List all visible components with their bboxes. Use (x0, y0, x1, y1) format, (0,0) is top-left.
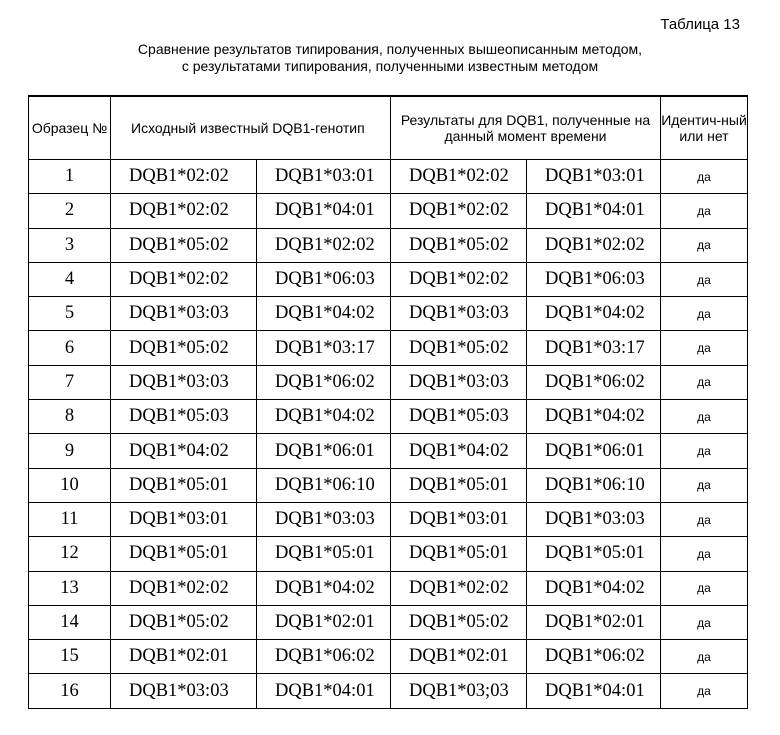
result-allele-2-cell: DQB1*05:01 (527, 537, 661, 571)
table-row (29, 331, 748, 365)
sample-number-cell: 12 (29, 537, 111, 571)
table-row (29, 297, 748, 331)
result-allele-1-cell: DQB1*02:02 (391, 571, 527, 605)
sample-number-cell: 7 (29, 365, 111, 399)
original-allele-2-cell: DQB1*04:02 (257, 400, 391, 434)
result-allele-1-cell: DQB1*05:01 (391, 537, 527, 571)
table-title-line-2: с результатами типирования, полученными известным методом (181, 58, 599, 74)
sample-number-cell: 15 (29, 640, 111, 674)
table-body (29, 160, 748, 709)
result-allele-1-cell: DQB1*02:02 (391, 160, 527, 194)
result-allele-1-cell: DQB1*05:01 (391, 468, 527, 502)
result-allele-2-cell: DQB1*02:02 (527, 228, 661, 262)
sample-number-cell: 2 (29, 194, 111, 228)
identical-cell: да (661, 297, 748, 331)
original-allele-2-cell: DQB1*06:02 (257, 640, 391, 674)
identical-cell: да (661, 434, 748, 468)
identical-cell: да (661, 605, 748, 639)
result-allele-1-cell: DQB1*03;03 (391, 674, 527, 708)
table-row (29, 160, 748, 194)
table-row (29, 502, 748, 536)
original-allele-1-cell: DQB1*02:02 (111, 160, 257, 194)
result-allele-2-cell: DQB1*04:02 (527, 297, 661, 331)
identical-cell: да (661, 674, 748, 708)
result-allele-2-cell: DQB1*06:03 (527, 262, 661, 296)
sample-number-cell: 10 (29, 468, 111, 502)
identical-cell: да (661, 262, 748, 296)
sample-number-cell: 13 (29, 571, 111, 605)
identical-cell: да (661, 400, 748, 434)
original-allele-1-cell: DQB1*02:02 (111, 571, 257, 605)
result-allele-2-cell: DQB1*06:02 (527, 365, 661, 399)
original-allele-1-cell: DQB1*05:02 (111, 605, 257, 639)
original-allele-2-cell: DQB1*05:01 (257, 537, 391, 571)
original-allele-2-cell: DQB1*06:03 (257, 262, 391, 296)
original-allele-1-cell: DQB1*05:01 (111, 537, 257, 571)
original-allele-1-cell: DQB1*04:02 (111, 434, 257, 468)
original-allele-1-cell: DQB1*05:03 (111, 400, 257, 434)
result-allele-2-cell: DQB1*02:01 (527, 605, 661, 639)
result-allele-1-cell: DQB1*03:01 (391, 502, 527, 536)
result-allele-1-cell: DQB1*02:01 (391, 640, 527, 674)
original-allele-2-cell: DQB1*06:02 (257, 365, 391, 399)
original-allele-1-cell: DQB1*02:01 (111, 640, 257, 674)
header-original-genotype: Исходный известный DQB1-генотип (111, 96, 391, 160)
sample-number-cell: 14 (29, 605, 111, 639)
identical-cell: да (661, 160, 748, 194)
identical-cell: да (661, 194, 748, 228)
original-allele-1-cell: DQB1*03:03 (111, 365, 257, 399)
sample-number-cell: 16 (29, 674, 111, 708)
table-row (29, 468, 748, 502)
sample-number-cell: 6 (29, 331, 111, 365)
original-allele-1-cell: DQB1*03:03 (111, 297, 257, 331)
result-allele-2-cell: DQB1*06:01 (527, 434, 661, 468)
identical-cell: да (661, 502, 748, 536)
original-allele-2-cell: DQB1*06:10 (257, 468, 391, 502)
identical-cell: да (661, 228, 748, 262)
original-allele-2-cell: DQB1*04:02 (257, 571, 391, 605)
original-allele-2-cell: DQB1*04:01 (257, 194, 391, 228)
identical-cell: да (661, 640, 748, 674)
result-allele-2-cell: DQB1*06:10 (527, 468, 661, 502)
table-row (29, 228, 748, 262)
sample-number-cell: 4 (29, 262, 111, 296)
original-allele-1-cell: DQB1*05:01 (111, 468, 257, 502)
original-allele-1-cell: DQB1*03:03 (111, 674, 257, 708)
result-allele-1-cell: DQB1*05:03 (391, 400, 527, 434)
result-allele-1-cell: DQB1*03:03 (391, 297, 527, 331)
result-allele-1-cell: DQB1*05:02 (391, 331, 527, 365)
original-allele-2-cell: DQB1*03:01 (257, 160, 391, 194)
result-allele-2-cell: DQB1*03:03 (527, 502, 661, 536)
sample-number-cell: 8 (29, 400, 111, 434)
original-allele-2-cell: DQB1*03:03 (257, 502, 391, 536)
header-sample-number: Образец № (29, 96, 111, 160)
table-title-line-1: Сравнение результатов типирования, полученных вышеописанным методом, (137, 41, 643, 57)
original-allele-1-cell: DQB1*03:01 (111, 502, 257, 536)
result-allele-1-cell: DQB1*03:03 (391, 365, 527, 399)
result-allele-2-cell: DQB1*06:02 (527, 640, 661, 674)
table-row (29, 537, 748, 571)
original-allele-2-cell: DQB1*02:01 (257, 605, 391, 639)
table-row (29, 194, 748, 228)
result-allele-2-cell: DQB1*04:01 (527, 674, 661, 708)
result-allele-2-cell: DQB1*04:02 (527, 571, 661, 605)
header-current-results: Результаты для DQB1, полученные на данный момент времени (391, 96, 661, 160)
result-allele-2-cell: DQB1*03:01 (527, 160, 661, 194)
sample-number-cell: 1 (29, 160, 111, 194)
table-row (29, 262, 748, 296)
original-allele-2-cell: DQB1*06:01 (257, 434, 391, 468)
table-number-label: Таблица 13 (660, 16, 740, 33)
identical-cell: да (661, 468, 748, 502)
sample-number-cell: 11 (29, 502, 111, 536)
identical-cell: да (661, 365, 748, 399)
table-row (29, 365, 748, 399)
result-allele-1-cell: DQB1*02:02 (391, 194, 527, 228)
genotyping-comparison-table (28, 95, 748, 709)
original-allele-1-cell: DQB1*05:02 (111, 228, 257, 262)
original-allele-2-cell: DQB1*02:02 (257, 228, 391, 262)
table-row (29, 605, 748, 639)
header-identical: Идентич-ный или нет (661, 96, 748, 160)
identical-cell: да (661, 571, 748, 605)
sample-number-cell: 3 (29, 228, 111, 262)
original-allele-1-cell: DQB1*02:02 (111, 194, 257, 228)
original-allele-2-cell: DQB1*04:02 (257, 297, 391, 331)
header-row (29, 96, 748, 160)
table-row (29, 434, 748, 468)
table-row (29, 571, 748, 605)
result-allele-1-cell: DQB1*05:02 (391, 228, 527, 262)
identical-cell: да (661, 537, 748, 571)
result-allele-1-cell: DQB1*05:02 (391, 605, 527, 639)
result-allele-2-cell: DQB1*04:01 (527, 194, 661, 228)
sample-number-cell: 5 (29, 297, 111, 331)
sample-number-cell: 9 (29, 434, 111, 468)
identical-cell: да (661, 331, 748, 365)
original-allele-2-cell: DQB1*04:01 (257, 674, 391, 708)
result-allele-2-cell: DQB1*03:17 (527, 331, 661, 365)
original-allele-1-cell: DQB1*05:02 (111, 331, 257, 365)
result-allele-1-cell: DQB1*04:02 (391, 434, 527, 468)
table-row (29, 400, 748, 434)
result-allele-2-cell: DQB1*04:02 (527, 400, 661, 434)
result-allele-1-cell: DQB1*02:02 (391, 262, 527, 296)
table-row (29, 674, 748, 708)
table-row (29, 640, 748, 674)
original-allele-1-cell: DQB1*02:02 (111, 262, 257, 296)
original-allele-2-cell: DQB1*03:17 (257, 331, 391, 365)
